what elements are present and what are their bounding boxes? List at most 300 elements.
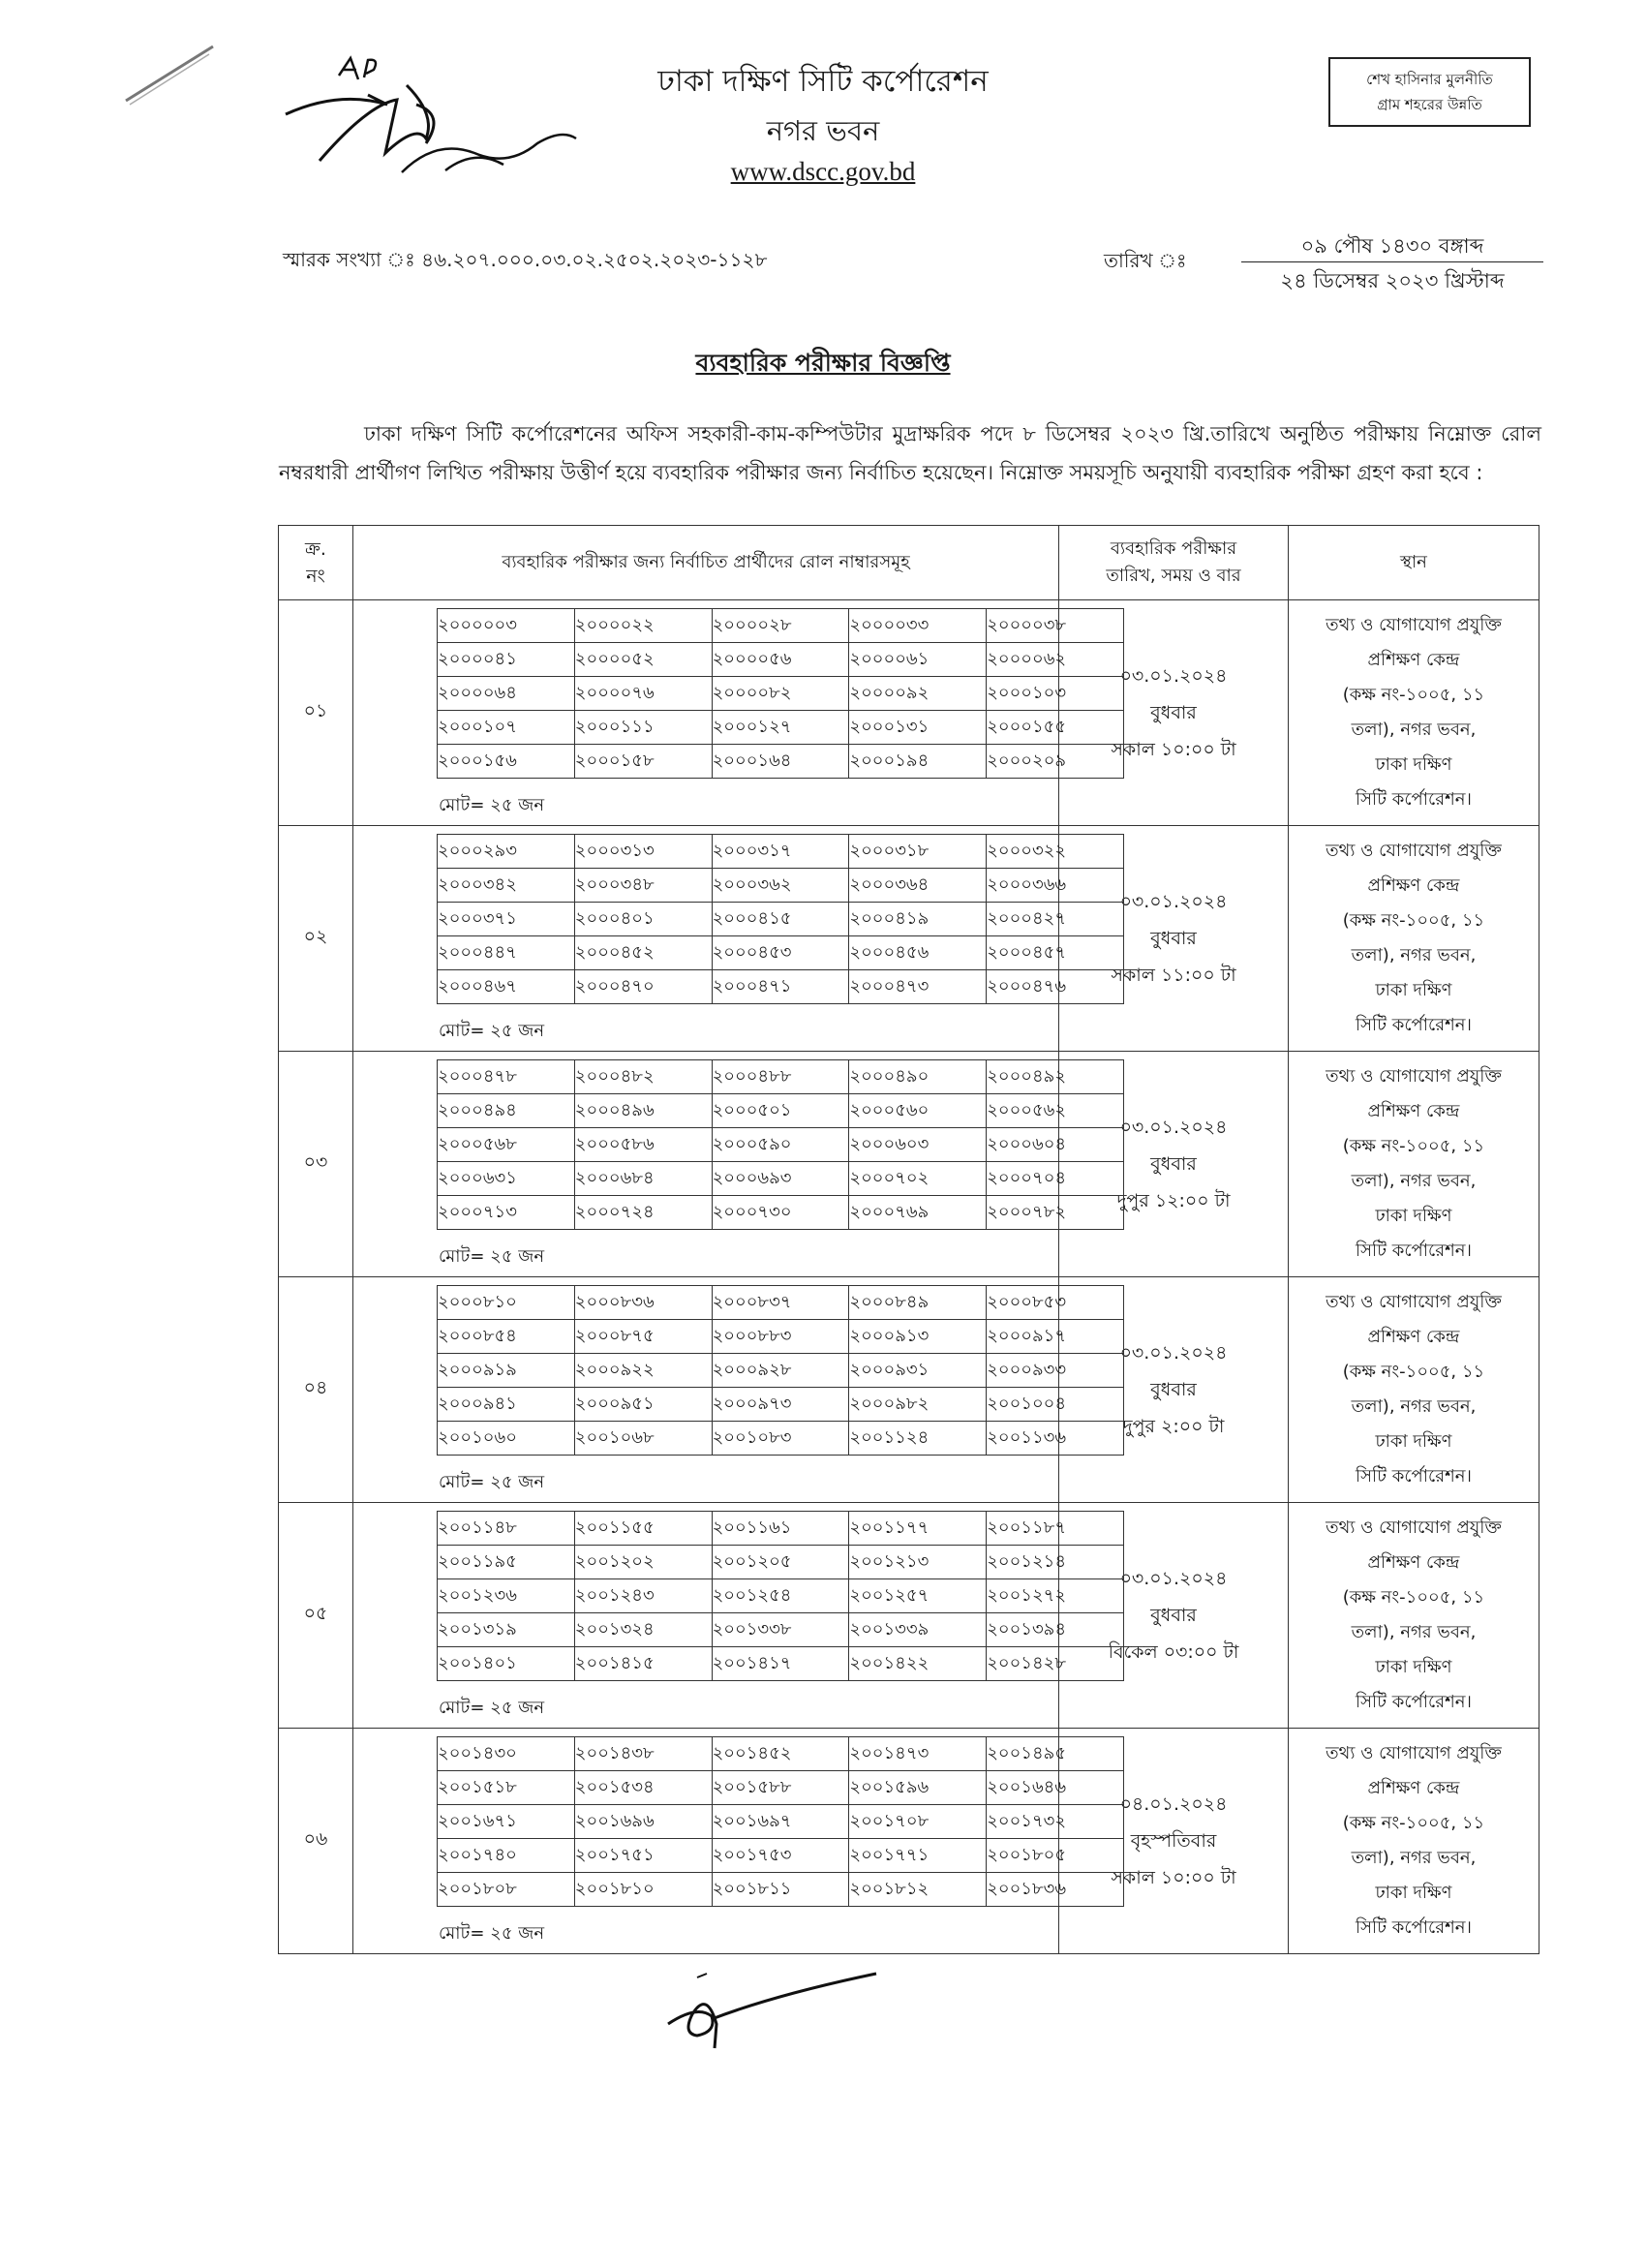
group-roll-numbers xyxy=(353,1052,1067,1277)
exam-time: সকাল ১০:০০ টা xyxy=(1111,1867,1236,1888)
roll-number-cell: ২০০০৪৯০ xyxy=(849,1060,987,1094)
roll-number-cell: ২০০১৭০৮ xyxy=(849,1805,987,1839)
roll-number-cell: ২০০১৭৭১ xyxy=(849,1839,987,1873)
roll-number-cell: ২০০১৪০১ xyxy=(438,1647,575,1681)
schedule-group-row xyxy=(279,1503,1539,1729)
roll-grid-wrapper xyxy=(353,1732,1067,1950)
place-line: (কক্ষ নং-১০০৫, ১১ xyxy=(1342,685,1485,705)
roll-row xyxy=(438,1546,1124,1579)
roll-number-cell: ২০০০০৬২ xyxy=(987,643,1124,677)
exam-day: বুধবার xyxy=(1150,928,1197,949)
group-total: মোট= ২৫ জন xyxy=(439,1246,545,1267)
roll-number-cell: ২০০০৪৫৩ xyxy=(712,936,849,970)
roll-number-cell: ২০০০১২৭ xyxy=(712,711,849,745)
roll-number-cell: ২০০০০২২ xyxy=(574,609,712,643)
roll-number-cell: ২০০১২৫৪ xyxy=(712,1579,849,1613)
roll-number-cell: ২০০০৯৩১ xyxy=(849,1354,987,1388)
roll-row xyxy=(438,1094,1124,1128)
roll-number-cell: ২০০১২৩৬ xyxy=(438,1579,575,1613)
roll-row xyxy=(438,1196,1124,1230)
roll-grid-wrapper xyxy=(353,1280,1067,1499)
place-line: ঢাকা দক্ষিণ xyxy=(1375,1657,1452,1677)
roll-number-cell: ২০০১৪৯৫ xyxy=(987,1737,1124,1771)
roll-number-cell: ২০০০৩৬২ xyxy=(712,869,849,903)
roll-number-cell: ২০০১৪৫২ xyxy=(712,1737,849,1771)
group-serial: ০৩ xyxy=(279,1052,353,1277)
roll-number-cell: ২০০১৪৩০ xyxy=(438,1737,575,1771)
roll-number-cell: ২০০০১৬৪ xyxy=(712,745,849,779)
roll-number-cell: ২০০১২৫৭ xyxy=(849,1579,987,1613)
roll-row xyxy=(438,677,1124,711)
handwritten-signature-bottom xyxy=(658,1966,891,2053)
roll-number-cell: ২০০১৮০৫ xyxy=(987,1839,1124,1873)
header-serial xyxy=(279,526,353,600)
roll-number-cell: ২০০০০৫৬ xyxy=(712,643,849,677)
roll-number-cell: ২০০০০৫২ xyxy=(574,643,712,677)
roll-number-cell: ২০০০৪০১ xyxy=(574,903,712,936)
table-header-row xyxy=(279,526,1539,600)
roll-number-cell: ২০০০১০৩ xyxy=(987,677,1124,711)
header-date-time xyxy=(1059,526,1289,600)
place-line: সিটি কর্পোরেশন। xyxy=(1356,1466,1472,1486)
notice-body: ঢাকা দক্ষিণ সিটি কর্পোরেশনের অফিস সহকারী-কাম-কম্পিউটার মুদ্রাক্ষরিক পদে ৮ ডিসেম্বর ২০২৩ খ্রি.তারিখে অনুষ্ঠিত পরীক্ষায় নিম্নোক্ত রোল নম্বরধারী প্রার্থীগণ লিখিত পরীক্ষায় উত্তীর্ণ হয়ে ব্যবহারিক পরীক্ষার জন্য নির্বাচিত হয়েছেন। নিম্নোক্ত সময়সূচি অনুযায়ী ব্যবহারিক পরীক্ষা গ্রহণ করা হবে : xyxy=(279,422,1541,484)
exam-time: বিকেল ০৩:০০ টা xyxy=(1108,1641,1239,1663)
roll-row xyxy=(438,1286,1124,1320)
roll-number-cell: ২০০১৮৩৬ xyxy=(987,1873,1124,1907)
exam-date: ০৪.০১.২০২৪ xyxy=(1119,1793,1228,1815)
place-line: ঢাকা দক্ষিণ xyxy=(1375,1431,1452,1452)
header-place: স্থান xyxy=(1289,526,1539,600)
roll-row xyxy=(438,936,1124,970)
group-total: মোট= ২৫ জন xyxy=(439,1472,545,1492)
exam-date: ০৩.০১.২০২৪ xyxy=(1119,891,1228,912)
roll-number-cell: ২০০১৮১০ xyxy=(574,1873,712,1907)
roll-row xyxy=(438,903,1124,936)
roll-number-cell: ২০০০৪৫২ xyxy=(574,936,712,970)
roll-row xyxy=(438,609,1124,643)
roll-grid xyxy=(437,834,1124,1004)
roll-number-cell: ২০০০১০৭ xyxy=(438,711,575,745)
roll-number-cell: ২০০০৪৭৮ xyxy=(438,1060,575,1094)
place-line: (কক্ষ নং-১০০৫, ১১ xyxy=(1342,1362,1485,1382)
roll-number-cell: ২০০০৬০৪ xyxy=(987,1128,1124,1162)
roll-number-cell: ২০০০৯৮২ xyxy=(849,1388,987,1422)
roll-number-cell: ২০০০৬৮৪ xyxy=(574,1162,712,1196)
place-line: তলা), নগর ভবন, xyxy=(1351,1622,1477,1642)
roll-number-cell: ২০০০৩১৮ xyxy=(849,835,987,869)
roll-row xyxy=(438,711,1124,745)
roll-number-cell: ২০০১২০৫ xyxy=(712,1546,849,1579)
roll-number-cell: ২০০১২৭২ xyxy=(987,1579,1124,1613)
group-place xyxy=(1289,1052,1539,1277)
place-line: প্রশিক্ষণ কেন্দ্র xyxy=(1367,875,1460,896)
exam-time: সকাল ১১:০০ টা xyxy=(1111,965,1236,986)
place-line: প্রশিক্ষণ কেন্দ্র xyxy=(1367,1778,1460,1798)
roll-number-cell: ২০০০৬৩১ xyxy=(438,1162,575,1196)
group-roll-numbers xyxy=(353,1729,1067,1954)
roll-grid xyxy=(437,1285,1124,1456)
place-line: প্রশিক্ষণ কেন্দ্র xyxy=(1367,650,1460,670)
group-total: মোট= ২৫ জন xyxy=(439,1021,545,1041)
roll-number-cell: ২০০১১৬১ xyxy=(712,1512,849,1546)
roll-number-cell: ২০০১০৬০ xyxy=(438,1422,575,1456)
group-total: মোট= ২৫ জন xyxy=(439,1698,545,1718)
roll-row xyxy=(438,745,1124,779)
roll-number-cell: ২০০১৬৪৬ xyxy=(987,1771,1124,1805)
roll-row xyxy=(438,1805,1124,1839)
roll-number-cell: ২০০০৮৪৯ xyxy=(849,1286,987,1320)
roll-number-cell: ২০০১৫৯৬ xyxy=(849,1771,987,1805)
roll-number-cell: ২০০১০০৪ xyxy=(987,1388,1124,1422)
roll-number-cell: ২০০০৮৫৩ xyxy=(987,1286,1124,1320)
roll-number-cell: ২০০১২১৩ xyxy=(849,1546,987,1579)
roll-grid xyxy=(437,1736,1124,1907)
memo-number: স্মারক সংখ্যা ঃ ৪৬.২০৭.০০০.০৩.০২.২৫০২.২০২৩-১১২৮ xyxy=(283,248,768,271)
roll-row xyxy=(438,1422,1124,1456)
place-line: তলা), নগর ভবন, xyxy=(1351,1396,1477,1417)
roll-number-cell: ২০০০১৩১ xyxy=(849,711,987,745)
roll-number-cell: ২০০১০৬৮ xyxy=(574,1422,712,1456)
place-line: সিটি কর্পোরেশন। xyxy=(1356,789,1472,810)
exam-date: ০৩.০১.২০২৪ xyxy=(1119,1117,1228,1138)
roll-number-cell: ২০০১৮১১ xyxy=(712,1873,849,1907)
place-line: প্রশিক্ষণ কেন্দ্র xyxy=(1367,1327,1460,1347)
group-place xyxy=(1289,826,1539,1052)
roll-number-cell: ২০০১৪৩৮ xyxy=(574,1737,712,1771)
roll-number-cell: ২০০১৩১৯ xyxy=(438,1613,575,1647)
roll-number-cell: ২০০০৩৪৮ xyxy=(574,869,712,903)
roll-number-cell: ২০০০০৩৩ xyxy=(849,609,987,643)
roll-number-cell: ২০০০৩৭১ xyxy=(438,903,575,936)
place-line: সিটি কর্পোরেশন। xyxy=(1356,1241,1472,1261)
roll-number-cell: ২০০০০০৩ xyxy=(438,609,575,643)
roll-number-cell: ২০০০৪৭৬ xyxy=(987,970,1124,1004)
roll-number-cell: ২০০০৩৪২ xyxy=(438,869,575,903)
roll-row xyxy=(438,970,1124,1004)
schedule-group-row xyxy=(279,1729,1539,1954)
place-line: সিটি কর্পোরেশন। xyxy=(1356,1692,1472,1712)
exam-time: দুপুর ১২:০০ টা xyxy=(1116,1190,1231,1211)
roll-number-cell: ২০০১৫৩৪ xyxy=(574,1771,712,1805)
roll-row xyxy=(438,1737,1124,1771)
roll-number-cell: ২০০০৬৯৩ xyxy=(712,1162,849,1196)
roll-number-cell: ২০০১১৭৭ xyxy=(849,1512,987,1546)
roll-number-cell: ২০০০৪৬৭ xyxy=(438,970,575,1004)
organization-website: www.dscc.gov.bd xyxy=(730,157,916,186)
place-line: তথ্য ও যোগাযোগ প্রযুক্তি xyxy=(1326,1743,1502,1763)
roll-number-cell: ২০০০৫৬০ xyxy=(849,1094,987,1128)
place-line: ঢাকা দক্ষিণ xyxy=(1375,980,1452,1000)
roll-number-cell: ২০০০১৫৮ xyxy=(574,745,712,779)
place-line: তথ্য ও যোগাযোগ প্রযুক্তি xyxy=(1326,1517,1502,1538)
roll-number-cell: ২০০১৫১৮ xyxy=(438,1771,575,1805)
place-line: (কক্ষ নং-১০০৫, ১১ xyxy=(1342,1136,1485,1156)
roll-number-cell: ২০০০৯৩৩ xyxy=(987,1354,1124,1388)
roll-number-cell: ২০০০৪৯৪ xyxy=(438,1094,575,1128)
schedule-group-row xyxy=(279,1052,1539,1277)
roll-number-cell: ২০০০৮৩৭ xyxy=(712,1286,849,1320)
roll-number-cell: ২০০১৪১৫ xyxy=(574,1647,712,1681)
roll-number-cell: ২০০০৭৬৯ xyxy=(849,1196,987,1230)
roll-number-cell: ২০০০১৯৪ xyxy=(849,745,987,779)
roll-row xyxy=(438,1512,1124,1546)
schedule-groups xyxy=(279,600,1539,1954)
exam-date: ০৩.০১.২০২৪ xyxy=(1119,1342,1228,1364)
roll-number-cell: ২০০১৬৯৭ xyxy=(712,1805,849,1839)
group-roll-numbers xyxy=(353,1277,1067,1503)
roll-number-cell: ২০০১১২৪ xyxy=(849,1422,987,1456)
roll-number-cell: ২০০০৩১৭ xyxy=(712,835,849,869)
roll-grid-wrapper xyxy=(353,1506,1067,1725)
roll-number-cell: ২০০০১৫৫ xyxy=(987,711,1124,745)
roll-number-cell: ২০০০০৩৮ xyxy=(987,609,1124,643)
header-date-line-1: ব্যবহারিক পরীক্ষার xyxy=(1110,538,1237,559)
roll-row xyxy=(438,1647,1124,1681)
group-roll-numbers xyxy=(353,1503,1067,1729)
roll-number-cell: ২০০০৭৮২ xyxy=(987,1196,1124,1230)
roll-number-cell: ২০০০৯২৮ xyxy=(712,1354,849,1388)
roll-number-cell: ২০০০৮৫৪ xyxy=(438,1320,575,1354)
roll-number-cell: ২০০১১৮৭ xyxy=(987,1512,1124,1546)
roll-number-cell: ২০০১৪১৭ xyxy=(712,1647,849,1681)
place-line: সিটি কর্পোরেশন। xyxy=(1356,1015,1472,1035)
place-line: প্রশিক্ষণ কেন্দ্র xyxy=(1367,1552,1460,1573)
organization-building: নগর ভবন xyxy=(766,114,880,147)
roll-number-cell: ২০০১৭৫১ xyxy=(574,1839,712,1873)
group-place xyxy=(1289,600,1539,826)
roll-row xyxy=(438,1354,1124,1388)
roll-row xyxy=(438,1579,1124,1613)
place-line: তথ্য ও যোগাযোগ প্রযুক্তি xyxy=(1326,1292,1502,1312)
place-line: (কক্ষ নং-১০০৫, ১১ xyxy=(1342,1587,1485,1608)
roll-row xyxy=(438,643,1124,677)
place-line: তথ্য ও যোগাযোগ প্রযুক্তি xyxy=(1326,1066,1502,1087)
roll-number-cell: ২০০১৩৯৪ xyxy=(987,1613,1124,1647)
place-line: (কক্ষ নং-১০০৫, ১১ xyxy=(1342,1813,1485,1833)
roll-number-cell: ২০০০৭২৪ xyxy=(574,1196,712,1230)
roll-row xyxy=(438,1060,1124,1094)
group-serial: ০১ xyxy=(279,600,353,826)
roll-number-cell: ২০০০৯১৭ xyxy=(987,1320,1124,1354)
roll-number-cell: ২০০০০৬৪ xyxy=(438,677,575,711)
date-label: তারিখ ঃ xyxy=(1104,249,1187,272)
roll-number-cell: ২০০০৯৫১ xyxy=(574,1388,712,1422)
roll-number-cell: ২০০১৬৭১ xyxy=(438,1805,575,1839)
group-roll-numbers xyxy=(353,600,1067,826)
roll-row xyxy=(438,1873,1124,1907)
place-line: তলা), নগর ভবন, xyxy=(1351,945,1477,965)
slogan-line-1: শেখ হাসিনার মুলনীতি xyxy=(1366,71,1493,88)
exam-day: বুধবার xyxy=(1150,1605,1197,1626)
exam-date: ০৩.০১.২০২৪ xyxy=(1119,1568,1228,1589)
roll-number-cell: ২০০০৫৬৮ xyxy=(438,1128,575,1162)
roll-number-cell: ২০০০৮১০ xyxy=(438,1286,575,1320)
roll-grid-wrapper xyxy=(353,603,1067,822)
roll-number-cell: ২০০১৪৭৩ xyxy=(849,1737,987,1771)
roll-number-cell: ২০০০৫০১ xyxy=(712,1094,849,1128)
schedule-group-row xyxy=(279,600,1539,826)
roll-grid xyxy=(437,608,1124,779)
slogan-line-2: গ্রাম শহরের উন্নতি xyxy=(1377,96,1482,113)
date-divider xyxy=(1241,261,1543,262)
group-serial: ০৪ xyxy=(279,1277,353,1503)
roll-number-cell: ২০০০৪৫৭ xyxy=(987,936,1124,970)
roll-number-cell: ২০০০৭০২ xyxy=(849,1162,987,1196)
roll-number-cell: ২০০১৭৫৩ xyxy=(712,1839,849,1873)
roll-number-cell: ২০০১৬৯৬ xyxy=(574,1805,712,1839)
place-line: তলা), নগর ভবন, xyxy=(1351,1848,1477,1868)
roll-number-cell: ২০০০৪৭০ xyxy=(574,970,712,1004)
roll-number-cell: ২০০১৮০৮ xyxy=(438,1873,575,1907)
roll-row xyxy=(438,1839,1124,1873)
group-serial: ০৫ xyxy=(279,1503,353,1729)
roll-number-cell: ২০০০৪৪৭ xyxy=(438,936,575,970)
roll-number-cell: ২০০০৭১৩ xyxy=(438,1196,575,1230)
schedule-group-row xyxy=(279,1277,1539,1503)
roll-number-cell: ২০০১২১৪ xyxy=(987,1546,1124,1579)
roll-number-cell: ২০০১৪২৮ xyxy=(987,1647,1124,1681)
roll-number-cell: ২০০১৭৩২ xyxy=(987,1805,1124,1839)
roll-row xyxy=(438,835,1124,869)
roll-number-cell: ২০০১২০২ xyxy=(574,1546,712,1579)
roll-row xyxy=(438,1388,1124,1422)
date-gregorian: ২৪ ডিসেম্বর ২০২৩ খ্রিস্টাব্দ xyxy=(1280,269,1505,292)
roll-number-cell: ২০০০৪৯২ xyxy=(987,1060,1124,1094)
roll-grid xyxy=(437,1059,1124,1230)
roll-grid xyxy=(437,1511,1124,1681)
place-line: তলা), নগর ভবন, xyxy=(1351,1171,1477,1191)
roll-grid-wrapper xyxy=(353,1055,1067,1273)
roll-number-cell: ২০০১৩৩৮ xyxy=(712,1613,849,1647)
roll-number-cell: ২০০০৬০৩ xyxy=(849,1128,987,1162)
roll-number-cell: ২০০০৩৬৪ xyxy=(849,869,987,903)
roll-number-cell: ২০০০৭০৪ xyxy=(987,1162,1124,1196)
roll-number-cell: ২০০০৩১৩ xyxy=(574,835,712,869)
exam-day: বুধবার xyxy=(1150,1379,1197,1400)
roll-row xyxy=(438,869,1124,903)
roll-number-cell: ২০০১৩২৪ xyxy=(574,1613,712,1647)
group-total: মোট= ২৫ জন xyxy=(439,795,545,815)
roll-number-cell: ২০০১৮১২ xyxy=(849,1873,987,1907)
roll-row xyxy=(438,1162,1124,1196)
roll-number-cell: ২০০০০৪১ xyxy=(438,643,575,677)
header-date-line-2: তারিখ, সময় ও বার xyxy=(1106,566,1241,586)
exam-date: ০৩.০১.২০২৪ xyxy=(1119,665,1228,687)
group-place xyxy=(1289,1503,1539,1729)
roll-number-cell: ২০০০৪১৯ xyxy=(849,903,987,936)
roll-number-cell: ২০০০৫৮৬ xyxy=(574,1128,712,1162)
roll-number-cell: ২০০০৯৭৩ xyxy=(712,1388,849,1422)
exam-time: সকাল ১০:০০ টা xyxy=(1111,739,1236,760)
roll-number-cell: ২০০০৮৮৩ xyxy=(712,1320,849,1354)
exam-day: বুধবার xyxy=(1150,702,1197,723)
group-serial: ০৬ xyxy=(279,1729,353,1954)
roll-number-cell: ২০০০৩২২ xyxy=(987,835,1124,869)
roll-number-cell: ২০০১১৪৮ xyxy=(438,1512,575,1546)
roll-number-cell: ২০০০০৮২ xyxy=(712,677,849,711)
roll-grid-wrapper xyxy=(353,829,1067,1048)
roll-row xyxy=(438,1320,1124,1354)
roll-number-cell: ২০০০০৬১ xyxy=(849,643,987,677)
group-place xyxy=(1289,1277,1539,1503)
roll-number-cell: ২০০০২৯৩ xyxy=(438,835,575,869)
place-line: তথ্য ও যোগাযোগ প্রযুক্তি xyxy=(1326,841,1502,861)
exam-day: বুধবার xyxy=(1150,1153,1197,1175)
roll-row xyxy=(438,1128,1124,1162)
roll-number-cell: ২০০০৯১৩ xyxy=(849,1320,987,1354)
schedule-group-row xyxy=(279,826,1539,1052)
roll-number-cell: ২০০০৪৫৬ xyxy=(849,936,987,970)
roll-number-cell: ২০০০৪৭১ xyxy=(712,970,849,1004)
roll-number-cell: ২০০০৯২২ xyxy=(574,1354,712,1388)
roll-number-cell: ২০০০০৯২ xyxy=(849,677,987,711)
roll-number-cell: ২০০০৮৩৬ xyxy=(574,1286,712,1320)
place-line: ঢাকা দক্ষিণ xyxy=(1375,754,1452,775)
roll-number-cell: ২০০০১১১ xyxy=(574,711,712,745)
exam-time: দুপুর ২:০০ টা xyxy=(1122,1416,1225,1437)
organization-name: ঢাকা দক্ষিণ সিটি কর্পোরেশন xyxy=(657,64,989,99)
group-total: মোট= ২৫ জন xyxy=(439,1923,545,1944)
roll-number-cell: ২০০১১৫৫ xyxy=(574,1512,712,1546)
roll-number-cell: ২০০০৮৭৫ xyxy=(574,1320,712,1354)
roll-number-cell: ২০০০০৭৬ xyxy=(574,677,712,711)
header-serial-line-1: ক্র. xyxy=(305,538,326,560)
group-roll-numbers xyxy=(353,826,1067,1052)
roll-number-cell: ২০০০২০৯ xyxy=(987,745,1124,779)
date-bengali: ০৯ পৌষ ১৪৩০ বঙ্গাব্দ xyxy=(1300,234,1484,258)
roll-number-cell: ২০০০৪৯৬ xyxy=(574,1094,712,1128)
exam-schedule-table xyxy=(278,525,1539,1954)
roll-number-cell: ২০০০৪২৭ xyxy=(987,903,1124,936)
roll-number-cell: ২০০১৪২২ xyxy=(849,1647,987,1681)
roll-number-cell: ২০০১১৯৫ xyxy=(438,1546,575,1579)
roll-number-cell: ২০০০৫৬২ xyxy=(987,1094,1124,1128)
slogan-box xyxy=(1328,57,1531,127)
roll-number-cell: ২০০০৭৩০ xyxy=(712,1196,849,1230)
notice-title: ব্যবহারিক পরীক্ষার বিজ্ঞপ্তি xyxy=(695,349,951,377)
roll-number-cell: ২০০০০২৮ xyxy=(712,609,849,643)
place-line: সিটি কর্পোরেশন। xyxy=(1356,1917,1472,1938)
roll-number-cell: ২০০০৯১৯ xyxy=(438,1354,575,1388)
roll-number-cell: ২০০১৩৩৯ xyxy=(849,1613,987,1647)
place-line: ঢাকা দক্ষিণ xyxy=(1375,1206,1452,1226)
place-line: (কক্ষ নং-১০০৫, ১১ xyxy=(1342,910,1485,931)
header-serial-line-2: নং xyxy=(306,566,325,587)
group-serial: ০২ xyxy=(279,826,353,1052)
exam-day: বৃহস্পতিবার xyxy=(1130,1830,1217,1852)
roll-number-cell: ২০০০৪৮৮ xyxy=(712,1060,849,1094)
place-line: তথ্য ও যোগাযোগ প্রযুক্তি xyxy=(1326,615,1502,635)
group-place xyxy=(1289,1729,1539,1954)
roll-number-cell: ২০০০৯৪১ xyxy=(438,1388,575,1422)
roll-number-cell: ২০০১৫৮৮ xyxy=(712,1771,849,1805)
roll-number-cell: ২০০০৪৮২ xyxy=(574,1060,712,1094)
place-line: তলা), নগর ভবন, xyxy=(1351,720,1477,740)
roll-number-cell: ২০০১৭৪০ xyxy=(438,1839,575,1873)
roll-number-cell: ২০০০৪৭৩ xyxy=(849,970,987,1004)
roll-number-cell: ২০০০৫৯০ xyxy=(712,1128,849,1162)
roll-number-cell: ২০০১২৪৩ xyxy=(574,1579,712,1613)
place-line: প্রশিক্ষণ কেন্দ্র xyxy=(1367,1101,1460,1121)
roll-number-cell: ২০০০৪১৫ xyxy=(712,903,849,936)
place-line: ঢাকা দক্ষিণ xyxy=(1375,1883,1452,1903)
roll-number-cell: ২০০০৩৬৬ xyxy=(987,869,1124,903)
roll-row xyxy=(438,1613,1124,1647)
roll-number-cell: ২০০০১৫৬ xyxy=(438,745,575,779)
roll-number-cell: ২০০১১৩৬ xyxy=(987,1422,1124,1456)
roll-number-cell: ২০০১০৮৩ xyxy=(712,1422,849,1456)
header-roll-numbers: ব্যবহারিক পরীক্ষার জন্য নির্বাচিত প্রার্থীদের রোল নাম্বারসমূহ xyxy=(353,526,1059,600)
